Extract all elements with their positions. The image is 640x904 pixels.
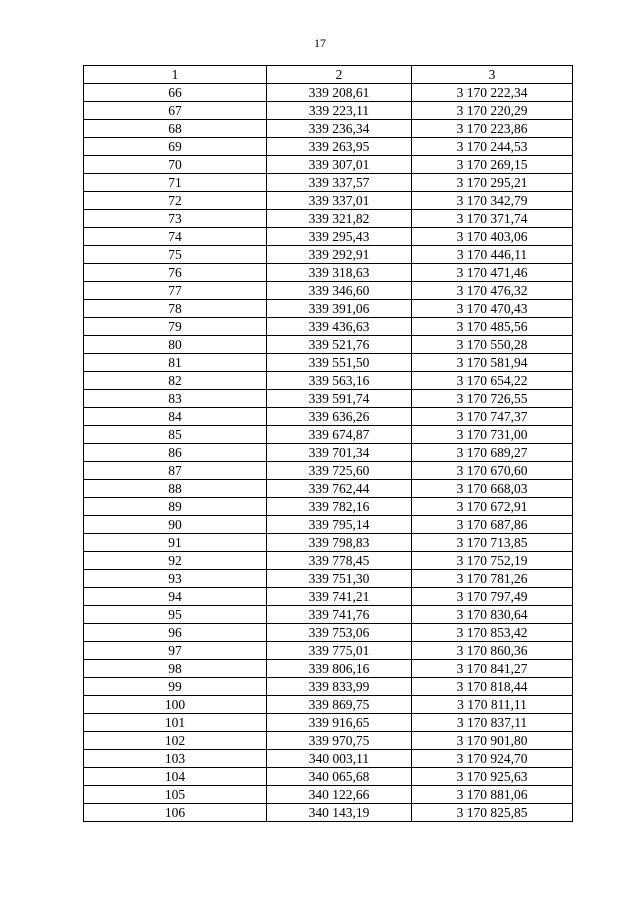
- cell-x-coordinate: 339 521,76: [267, 336, 412, 354]
- cell-y-coordinate: 3 170 403,06: [412, 228, 573, 246]
- cell-y-coordinate: 3 170 295,21: [412, 174, 573, 192]
- cell-x-coordinate: 339 725,60: [267, 462, 412, 480]
- table-row: [84, 84, 573, 102]
- cell-y-coordinate: 3 170 860,36: [412, 642, 573, 660]
- table-row: [84, 498, 573, 516]
- cell-point-number: 70: [84, 156, 267, 174]
- table-row: [84, 696, 573, 714]
- table-row: [84, 624, 573, 642]
- cell-point-number: 95: [84, 606, 267, 624]
- cell-y-coordinate: 3 170 687,86: [412, 516, 573, 534]
- cell-x-coordinate: 339 762,44: [267, 480, 412, 498]
- cell-point-number: 81: [84, 354, 267, 372]
- cell-y-coordinate: 3 170 713,85: [412, 534, 573, 552]
- cell-x-coordinate: 339 337,01: [267, 192, 412, 210]
- cell-y-coordinate: 3 170 220,29: [412, 102, 573, 120]
- cell-x-coordinate: 339 551,50: [267, 354, 412, 372]
- cell-point-number: 71: [84, 174, 267, 192]
- cell-y-coordinate: 3 170 654,22: [412, 372, 573, 390]
- table-row: [84, 678, 573, 696]
- cell-y-coordinate: 3 170 901,80: [412, 732, 573, 750]
- table-row: [84, 120, 573, 138]
- cell-x-coordinate: 339 701,34: [267, 444, 412, 462]
- cell-x-coordinate: 339 833,99: [267, 678, 412, 696]
- column-header-point-number: 1: [84, 66, 267, 84]
- coordinates-table: [83, 65, 573, 822]
- cell-point-number: 98: [84, 660, 267, 678]
- table-row: [84, 174, 573, 192]
- table-row: [84, 660, 573, 678]
- cell-x-coordinate: 339 208,61: [267, 84, 412, 102]
- cell-point-number: 72: [84, 192, 267, 210]
- cell-y-coordinate: 3 170 747,37: [412, 408, 573, 426]
- table-row: [84, 372, 573, 390]
- cell-y-coordinate: 3 170 825,85: [412, 804, 573, 822]
- table-row: [84, 444, 573, 462]
- cell-x-coordinate: 339 337,57: [267, 174, 412, 192]
- cell-x-coordinate: 339 778,45: [267, 552, 412, 570]
- cell-point-number: 96: [84, 624, 267, 642]
- cell-y-coordinate: 3 170 668,03: [412, 480, 573, 498]
- table-body: [84, 84, 573, 822]
- cell-y-coordinate: 3 170 550,28: [412, 336, 573, 354]
- cell-point-number: 103: [84, 750, 267, 768]
- table-row: [84, 516, 573, 534]
- cell-point-number: 69: [84, 138, 267, 156]
- cell-y-coordinate: 3 170 841,27: [412, 660, 573, 678]
- cell-x-coordinate: 339 775,01: [267, 642, 412, 660]
- cell-point-number: 105: [84, 786, 267, 804]
- table-row: [84, 246, 573, 264]
- column-header-x: 2: [267, 66, 412, 84]
- cell-point-number: 78: [84, 300, 267, 318]
- page-number: 17: [314, 36, 326, 50]
- table-row: [84, 408, 573, 426]
- table-row: [84, 462, 573, 480]
- cell-point-number: 74: [84, 228, 267, 246]
- cell-x-coordinate: 339 223,11: [267, 102, 412, 120]
- cell-x-coordinate: 339 916,65: [267, 714, 412, 732]
- cell-point-number: 67: [84, 102, 267, 120]
- cell-x-coordinate: 339 321,82: [267, 210, 412, 228]
- cell-point-number: 75: [84, 246, 267, 264]
- table-row: [84, 570, 573, 588]
- cell-point-number: 85: [84, 426, 267, 444]
- cell-point-number: 106: [84, 804, 267, 822]
- cell-y-coordinate: 3 170 837,11: [412, 714, 573, 732]
- cell-point-number: 99: [84, 678, 267, 696]
- cell-x-coordinate: 339 741,21: [267, 588, 412, 606]
- table-row: [84, 210, 573, 228]
- table-row: [84, 336, 573, 354]
- cell-x-coordinate: 339 236,34: [267, 120, 412, 138]
- cell-y-coordinate: 3 170 223,86: [412, 120, 573, 138]
- table-row: [84, 606, 573, 624]
- cell-x-coordinate: 339 307,01: [267, 156, 412, 174]
- cell-y-coordinate: 3 170 853,42: [412, 624, 573, 642]
- cell-point-number: 91: [84, 534, 267, 552]
- cell-x-coordinate: 339 436,63: [267, 318, 412, 336]
- cell-y-coordinate: 3 170 830,64: [412, 606, 573, 624]
- cell-y-coordinate: 3 170 781,26: [412, 570, 573, 588]
- cell-y-coordinate: 3 170 342,79: [412, 192, 573, 210]
- table-row: [84, 300, 573, 318]
- cell-y-coordinate: 3 170 446,11: [412, 246, 573, 264]
- cell-y-coordinate: 3 170 811,11: [412, 696, 573, 714]
- table-row: [84, 192, 573, 210]
- cell-x-coordinate: 339 263,95: [267, 138, 412, 156]
- table-row: [84, 102, 573, 120]
- table-row: [84, 138, 573, 156]
- cell-y-coordinate: 3 170 222,34: [412, 84, 573, 102]
- table-row: [84, 264, 573, 282]
- table-row: [84, 426, 573, 444]
- cell-point-number: 77: [84, 282, 267, 300]
- cell-x-coordinate: 339 346,60: [267, 282, 412, 300]
- cell-x-coordinate: 339 391,06: [267, 300, 412, 318]
- cell-point-number: 89: [84, 498, 267, 516]
- cell-y-coordinate: 3 170 925,63: [412, 768, 573, 786]
- cell-y-coordinate: 3 170 881,06: [412, 786, 573, 804]
- cell-x-coordinate: 339 295,43: [267, 228, 412, 246]
- cell-point-number: 80: [84, 336, 267, 354]
- column-header-y: 3: [412, 66, 573, 84]
- cell-y-coordinate: 3 170 731,00: [412, 426, 573, 444]
- cell-y-coordinate: 3 170 752,19: [412, 552, 573, 570]
- cell-point-number: 92: [84, 552, 267, 570]
- table-row: [84, 786, 573, 804]
- table-row: [84, 552, 573, 570]
- table-row: [84, 768, 573, 786]
- cell-y-coordinate: 3 170 476,32: [412, 282, 573, 300]
- table-row: [84, 282, 573, 300]
- cell-point-number: 104: [84, 768, 267, 786]
- cell-x-coordinate: 340 065,68: [267, 768, 412, 786]
- cell-y-coordinate: 3 170 726,55: [412, 390, 573, 408]
- cell-point-number: 83: [84, 390, 267, 408]
- cell-x-coordinate: 339 292,91: [267, 246, 412, 264]
- table-row: [84, 354, 573, 372]
- cell-y-coordinate: 3 170 470,43: [412, 300, 573, 318]
- cell-point-number: 84: [84, 408, 267, 426]
- cell-point-number: 76: [84, 264, 267, 282]
- table-row: [84, 390, 573, 408]
- cell-x-coordinate: 339 970,75: [267, 732, 412, 750]
- cell-point-number: 88: [84, 480, 267, 498]
- cell-point-number: 68: [84, 120, 267, 138]
- table-row: [84, 588, 573, 606]
- cell-y-coordinate: 3 170 689,27: [412, 444, 573, 462]
- cell-x-coordinate: 339 753,06: [267, 624, 412, 642]
- cell-point-number: 97: [84, 642, 267, 660]
- cell-y-coordinate: 3 170 471,46: [412, 264, 573, 282]
- cell-y-coordinate: 3 170 269,15: [412, 156, 573, 174]
- cell-x-coordinate: 339 798,83: [267, 534, 412, 552]
- table-row: [84, 156, 573, 174]
- cell-x-coordinate: 339 636,26: [267, 408, 412, 426]
- cell-y-coordinate: 3 170 797,49: [412, 588, 573, 606]
- table-row: [84, 228, 573, 246]
- cell-x-coordinate: 340 003,11: [267, 750, 412, 768]
- cell-y-coordinate: 3 170 371,74: [412, 210, 573, 228]
- cell-x-coordinate: 339 806,16: [267, 660, 412, 678]
- table-row: [84, 318, 573, 336]
- cell-x-coordinate: 339 318,63: [267, 264, 412, 282]
- cell-x-coordinate: 339 782,16: [267, 498, 412, 516]
- cell-point-number: 82: [84, 372, 267, 390]
- cell-x-coordinate: 339 751,30: [267, 570, 412, 588]
- cell-point-number: 93: [84, 570, 267, 588]
- cell-x-coordinate: 339 741,76: [267, 606, 412, 624]
- cell-x-coordinate: 339 869,75: [267, 696, 412, 714]
- table-row: [84, 732, 573, 750]
- table-row: [84, 804, 573, 822]
- cell-y-coordinate: 3 170 670,60: [412, 462, 573, 480]
- cell-y-coordinate: 3 170 244,53: [412, 138, 573, 156]
- cell-x-coordinate: 339 563,16: [267, 372, 412, 390]
- cell-point-number: 73: [84, 210, 267, 228]
- cell-y-coordinate: 3 170 581,94: [412, 354, 573, 372]
- cell-y-coordinate: 3 170 924,70: [412, 750, 573, 768]
- cell-point-number: 101: [84, 714, 267, 732]
- cell-point-number: 90: [84, 516, 267, 534]
- cell-y-coordinate: 3 170 485,56: [412, 318, 573, 336]
- cell-x-coordinate: 339 795,14: [267, 516, 412, 534]
- cell-x-coordinate: 340 143,19: [267, 804, 412, 822]
- cell-x-coordinate: 339 591,74: [267, 390, 412, 408]
- table-row: [84, 534, 573, 552]
- table-row: [84, 750, 573, 768]
- table-row: [84, 642, 573, 660]
- table-row: [84, 714, 573, 732]
- cell-x-coordinate: 339 674,87: [267, 426, 412, 444]
- cell-point-number: 102: [84, 732, 267, 750]
- cell-y-coordinate: 3 170 672,91: [412, 498, 573, 516]
- cell-x-coordinate: 340 122,66: [267, 786, 412, 804]
- cell-point-number: 66: [84, 84, 267, 102]
- cell-point-number: 79: [84, 318, 267, 336]
- cell-point-number: 100: [84, 696, 267, 714]
- table-row: [84, 480, 573, 498]
- table-header-row: [84, 66, 573, 84]
- cell-point-number: 94: [84, 588, 267, 606]
- cell-point-number: 86: [84, 444, 267, 462]
- cell-point-number: 87: [84, 462, 267, 480]
- cell-y-coordinate: 3 170 818,44: [412, 678, 573, 696]
